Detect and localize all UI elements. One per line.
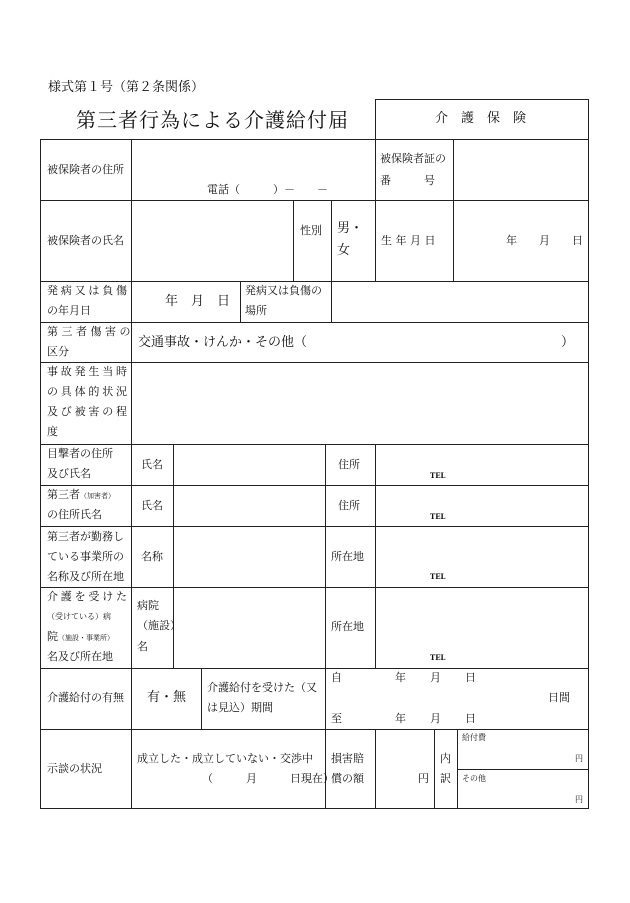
breakdown-label-2: 訳 [440,772,451,785]
benefit-cost-label: 給付費 [462,733,486,742]
damages-yen: 円 [418,772,429,785]
situation-label-4: 度 [47,425,58,438]
witness-label-1: 目撃者の住所 [47,447,113,460]
form-number: 様式第１号（第２条関係） [48,80,205,95]
situation-label-2: の具体的状況 [47,385,127,398]
benefit-period-label-1: 介護給付を受けた（又 [207,681,317,694]
onset-date-label-2: の年月日 [47,304,91,317]
breakdown-label-1: 内 [440,752,451,765]
benefit-from-month: 月 [430,671,441,684]
workplace-tel: TEL [430,572,446,581]
hospital-label-1: 介護を受けた [47,590,127,603]
hospital-name-label-1: 病院 [137,599,159,612]
workplace-name-label: 名称 [141,550,163,563]
other-cost-yen: 円 [575,795,583,804]
injury-category-close: ） [561,335,575,350]
benefit-value: 有・無 [147,690,187,705]
phone-label: 電話（ ）－ － [207,183,328,196]
sex-male: 男・ [337,221,364,236]
benefit-label: 介護給付の有無 [47,691,124,704]
third-party-label-1: 第三者（加害者） [47,488,115,501]
hospital-label-2: （受けている）病 [47,612,111,621]
onset-place-label-2: 場所 [245,304,267,317]
hospital-name-label-2: （施設） [137,619,181,632]
onset-date-value: 年 月 日 [165,294,231,309]
hospital-tel: TEL [430,653,446,662]
benefit-period-label-2: は見込）期間 [207,701,273,714]
benefit-from-label: 自 [331,671,342,684]
injury-category-label-1: 第 三 者 傷 害 の [47,325,131,338]
benefit-days-label: 日間 [548,691,570,704]
benefit-to-day: 日 [465,712,476,725]
witness-name-label: 氏名 [141,458,163,471]
workplace-label-1: 第三者が勤務し [47,530,124,543]
birth-date-value: 年 月 日 [506,234,583,247]
situation-label-3: 及び被害の程 [47,405,127,418]
hospital-name-label-3: 名 [137,640,148,653]
workplace-label-2: ている事業所の [47,550,124,563]
situation-label-1: 事故発生当時 [47,365,127,378]
hospital-label-3: 院（施設・事業所） [47,630,114,643]
third-party-address-label: 住所 [338,499,360,512]
benefit-cost-yen: 円 [575,754,583,763]
onset-date-label-1: 発病又は負傷 [47,284,127,297]
sex-label: 性別 [300,224,322,237]
sex-female: 女 [337,243,351,258]
insured-number-label-2: 番 号 [380,174,435,187]
hospital-location-label: 所在地 [331,620,364,633]
workplace-location-label: 所在地 [331,550,364,563]
hospital-label-4: 名及び所在地 [47,650,113,663]
birth-date-label: 生 年 月 日 [381,234,436,247]
third-party-tel: TEL [430,512,446,521]
third-party-label-2: の住所氏名 [47,508,102,521]
injury-category-options: 交通事故・けんか・その他（ [138,335,308,350]
witness-tel: TEL [430,471,446,480]
witness-label-2: 及び氏名 [47,467,91,480]
insured-number-label-1: 被保険者証の [380,152,446,165]
third-party-name-label: 氏名 [141,499,163,512]
benefit-to-month: 月 [430,712,441,725]
benefit-from-year: 年 [395,671,406,684]
witness-address-label: 住所 [338,458,360,471]
settlement-status-date: （ 月 日現在） [202,772,334,785]
settlement-status: 成立した・成立していない・交渉中 [137,752,313,765]
settlement-label: 示談の状況 [47,762,102,775]
other-cost-label: その他 [462,774,486,783]
insured-name-label: 被保険者の氏名 [47,234,124,247]
damages-label-2: 償の額 [331,772,364,785]
workplace-label-3: 名称及び所在地 [47,570,124,583]
benefit-to-label: 至 [331,712,342,725]
onset-place-label-1: 発病又は負傷の [245,284,322,297]
injury-category-label-2: 区分 [47,345,69,358]
damages-label-1: 損害賠 [331,752,364,765]
insurance-type-label: 介 護 保 険 [435,111,527,126]
page-title: 第三者行為による介護給付届 [76,108,349,132]
insured-address-label: 被保険者の住所 [47,163,124,176]
benefit-from-day: 日 [465,671,476,684]
benefit-to-year: 年 [395,712,406,725]
